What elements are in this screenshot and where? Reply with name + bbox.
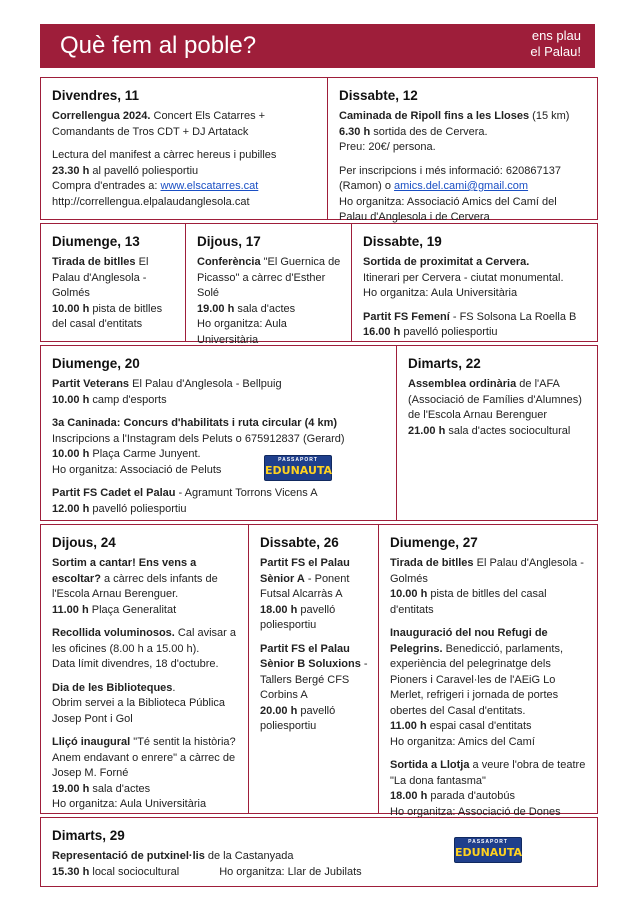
event-correllengua (52, 109, 317, 140)
day-block-dimarts-22 (398, 347, 596, 439)
passaport-edunauta-logo (264, 455, 332, 481)
event-time-line (390, 587, 586, 618)
divider (351, 223, 352, 342)
event-text: El Palau d'Anglesola - Bellpuig (129, 378, 282, 390)
event-time: 18.00 h (260, 603, 298, 616)
event-title: Partit Veterans (52, 378, 130, 390)
event-bitlles (52, 255, 175, 302)
event-text: a veure l'obra de teatre "La dona fantasma" (390, 759, 586, 787)
event-text: - FS Solsona La Roella B (449, 310, 577, 323)
event-title: Assemblea ordinària (408, 378, 517, 390)
event-time-line (52, 865, 432, 881)
event-text: Cal avisar a les oficines (8.00 h a 15.00 h). (52, 627, 236, 655)
day-heading: Diumenge, 13 (52, 234, 140, 249)
logo-bottom-text: EDUNAUTA (455, 846, 523, 859)
manifest-text: Lectura del manifest a càrrec hereus i pubilles (52, 149, 277, 161)
event-time-line (52, 603, 238, 619)
event-time-line (390, 789, 586, 805)
event-text: de l'AFA (Associació de Famílies d'Alumnes) de l'Escola Arnau Berenguer (408, 378, 582, 421)
event-place: pavelló poliesportiu (89, 502, 187, 515)
event-title: Recollida voluminosos. (52, 627, 175, 639)
event-text: El Palau d'Anglesola - Golmés (390, 557, 584, 585)
day-heading: Dimarts, 29 (52, 828, 125, 843)
page-header (40, 24, 595, 68)
event-time: 23.30 h (52, 164, 90, 177)
event-llotja (390, 758, 586, 789)
event-time: 10.00 h (52, 393, 90, 406)
organizer: Ho organitza: Amics del Camí (390, 735, 535, 748)
divider (248, 524, 249, 814)
organizer: Ho organitza: Aula Universitària (197, 318, 287, 346)
event-time-line (52, 393, 386, 409)
event-place: Plaça Carme Junyent. (89, 448, 201, 460)
event-biblioteques (52, 681, 238, 697)
event-fs-femeni (363, 310, 586, 326)
day-block-dissabte-19 (353, 225, 596, 341)
day-block-dijous-17 (187, 225, 351, 348)
slogan (530, 28, 581, 60)
event-title: Partit FS Femení (363, 310, 450, 323)
event-time-line (197, 302, 341, 318)
divider (378, 524, 379, 814)
logo-top-text: PASSAPORT (278, 457, 318, 463)
day-heading: Dimarts, 22 (408, 356, 481, 371)
event-place: local sociocultural (89, 865, 180, 878)
event-time-line (339, 125, 585, 141)
organizer: Ho organitza: Associació Amics del Camí del Palau d'Anglesola i de Cervera (339, 195, 557, 223)
event-time: 18.00 h (390, 790, 428, 802)
organizer: Ho organitza: Llar de Jubilats (219, 865, 362, 878)
manifest-time-line (52, 164, 317, 180)
event-assemblea (408, 377, 586, 424)
event-title: Caminada de Ripoll fins a les Lloses (339, 110, 530, 122)
event-caminada (339, 109, 585, 125)
day-heading: Dijous, 24 (52, 535, 116, 550)
day-block-diumenge-27 (380, 526, 596, 820)
event-title: Sortim a cantar! Ens vens a escoltar? (52, 557, 197, 585)
event-place: sala d'actes (234, 302, 296, 315)
day-heading: Dissabte, 12 (339, 88, 418, 103)
event-time: 20.00 h (260, 704, 298, 717)
event-time-line (52, 302, 175, 333)
slogan-line-1: ens plau (531, 28, 581, 43)
event-time-line (408, 424, 586, 440)
event-time-line (260, 603, 368, 634)
logo-top-text: PASSAPORT (468, 839, 508, 845)
email-link[interactable]: amics.del.cami@gmail.com (394, 180, 529, 192)
event-text: - Ponent Futsal Alcarràs A (260, 572, 350, 600)
event-time: 6.30 h (339, 125, 371, 138)
organizer: Ho organitza: Aula Universitària (52, 798, 207, 810)
event-senior-a (260, 556, 368, 603)
event-title: Inauguració del nou Refugi de Pelegrins. (390, 627, 548, 655)
event-time: 12.00 h (52, 502, 90, 515)
divider (185, 223, 186, 342)
organizer: Ho organitza: Associació de Dones (390, 805, 561, 818)
info-url[interactable]: http://correllengua.elpalaudanglesola.cat (52, 195, 250, 208)
event-time-line (52, 447, 386, 463)
tickets-line (52, 179, 317, 195)
day-block-diumenge-13 (42, 225, 185, 333)
event-conferencia (197, 255, 341, 302)
event-time-line (52, 782, 238, 798)
event-title: Tirada de bitlles (52, 256, 136, 268)
event-title: Representació de putxinel·lis (52, 850, 205, 862)
event-text: a càrrec dels infants de l'Escola Arnau Berenguer. (52, 572, 218, 600)
event-title: 3a Caninada: Concurs d'habilitats i ruta circular (4 km) (52, 417, 338, 429)
day-heading: Diumenge, 20 (52, 356, 140, 371)
event-text: Concert Els Catarres + Comandants de Tros CDT + DJ Artatack (52, 110, 266, 138)
event-place: al pavelló poliesportiu (89, 164, 199, 177)
slogan-line-2: el Palau! (530, 44, 581, 59)
day-block-diumenge-20 (42, 347, 396, 517)
event-time: 16.00 h (363, 326, 401, 338)
event-title: Partit FS Cadet el Palau (52, 487, 176, 499)
event-title: Sortida de proximitat a Cervera. (363, 256, 530, 268)
day-heading: Divendres, 11 (52, 88, 140, 103)
event-time: 11.00 h (52, 603, 89, 616)
tickets-label: Compra d'entrades a: (52, 180, 161, 192)
logo-bottom-text: EDUNAUTA (265, 464, 333, 477)
event-title: Sortida a Llotja (390, 759, 470, 771)
event-time-line (390, 719, 586, 735)
event-place: pista de bitlles del casal d'entitats (390, 588, 547, 616)
organizer: Ho organitza: Aula Universitària (363, 287, 518, 299)
event-text: Benedicció, parlaments, experiència del pelegrinatge dels Pioners i Caravel·les de l'AEiG Lo Merlet, refrigeri i jornada de portes obertes del Casal d'entitats. (390, 642, 564, 717)
event-title: Tirada de bitlles (390, 557, 474, 569)
event-time: 10.00 h (52, 302, 90, 315)
registration-info (339, 164, 585, 195)
event-place: pista de bitlles del casal d'entitats (52, 302, 163, 330)
day-block-dissabte-12 (329, 79, 595, 226)
event-voluminosos (52, 626, 238, 657)
event-time: 19.00 h (197, 302, 235, 315)
event-text: Inscripcions a l'Instagram dels Peluts o 675912837 (Gerard) (52, 432, 345, 445)
event-senior-b (260, 642, 368, 704)
registration-text: Per inscripcions i més informació: 620867137 (Ramon) o (339, 164, 561, 192)
divider (327, 77, 328, 220)
day-heading: Dissabte, 26 (260, 535, 339, 550)
event-text: . (172, 681, 176, 694)
event-text: - Agramunt Torrons Vicens A (175, 487, 318, 499)
event-place: sortida des de Cervera. (370, 125, 488, 138)
event-text: "Té sentit la història? Anem endavant o enrere" a càrrec de Josep M. Forné (52, 736, 236, 779)
event-text: Itinerari per Cervera - ciutat monumental. (363, 271, 564, 284)
tickets-link[interactable]: www.elscatarres.cat (160, 180, 259, 192)
day-heading: Dissabte, 19 (363, 234, 442, 249)
event-place: pavelló poliesportiu (400, 326, 498, 338)
event-text: de la Castanyada (204, 850, 294, 862)
event-title: Partit FS el Palau Sènior B Soluxions (260, 642, 361, 670)
event-place: parada d'autobús (427, 790, 516, 802)
event-price: Preu: 20€/ persona. (339, 141, 436, 153)
event-time: 19.00 h (52, 782, 90, 795)
event-title: Lliçó inaugural (52, 736, 131, 748)
day-heading: Diumenge, 27 (390, 535, 478, 550)
event-refugi-pelegrins (390, 626, 586, 719)
passaport-edunauta-logo (454, 837, 522, 863)
divider (396, 345, 397, 521)
day-block-dijous-24 (42, 526, 248, 813)
event-title: Partit FS el Palau Sènior A (260, 557, 350, 585)
event-title: Dia de les Biblioteques (52, 681, 173, 694)
day-heading: Dijous, 17 (197, 234, 261, 249)
day-block-divendres-11 (42, 79, 327, 210)
event-place: sala d'actes sociocultural (445, 424, 571, 437)
event-deadline: Data límit divendres, 18 d'octubre. (52, 658, 219, 670)
event-time: 10.00 h (390, 588, 428, 600)
event-time: 21.00 h (408, 424, 446, 437)
event-llico-inaugural (52, 735, 238, 782)
event-putxinellis (52, 849, 432, 865)
day-block-dissabte-26 (250, 526, 378, 735)
event-title: Conferència (197, 256, 261, 268)
page-title: Què fem al poble? (60, 32, 257, 59)
event-time-line (52, 502, 386, 518)
event-place: pavelló poliesportiu (260, 704, 336, 732)
event-place: camp d'esports (89, 393, 167, 406)
event-place: pavelló poliesportiu (260, 603, 336, 631)
event-text: "El Guernica de Picasso" a càrrec d'Esther Solé (197, 256, 341, 299)
event-sortim-a-cantar (52, 556, 238, 603)
event-title: Correllengua 2024. (52, 110, 151, 122)
event-time: 11.00 h (390, 720, 427, 732)
event-text: Obrim servei a la Biblioteca Pública Josep Pont i Gol (52, 697, 226, 725)
event-veterans (52, 377, 386, 393)
event-time-line (363, 325, 586, 341)
event-place: sala d'actes (89, 782, 151, 795)
event-fs-cadet (52, 486, 386, 502)
event-place: espai casal d'entitats (426, 720, 532, 732)
event-text: - Tallers Bergé CFS Corbins A (260, 658, 368, 701)
event-text: El Palau d'Anglesola - Golmés (52, 256, 149, 299)
event-place: Plaça Generalitat (88, 603, 177, 616)
event-time-line (260, 704, 368, 735)
event-time: 15.30 h (52, 865, 90, 878)
event-bitlles (390, 556, 586, 587)
event-text: (15 km) (529, 110, 570, 122)
day-block-dimarts-29 (42, 819, 442, 880)
event-time: 10.00 h (52, 448, 90, 460)
organizer: Ho organitza: Associació de Peluts (52, 463, 222, 476)
